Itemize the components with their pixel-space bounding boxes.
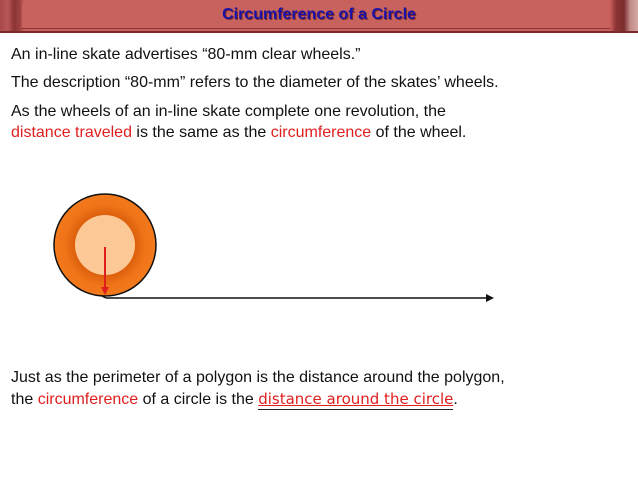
text-segment: is the same as the (131, 124, 271, 141)
text-line-6 (11, 389, 458, 410)
circumference-term: circumference (270, 124, 372, 141)
text-line-5: Just as the perimeter of a polygon is the distance around the polygon, (11, 369, 505, 386)
circumference-term: circumference (37, 391, 139, 408)
text-segment: of a circle is the (138, 391, 259, 408)
text-segment: . (453, 391, 458, 408)
page-title: Circumference of a Circle (222, 6, 416, 23)
distance-traveled-term: distance traveled (11, 124, 132, 141)
text-line-1: An in-line skate advertises “80-mm clear wheels.” (11, 46, 361, 63)
text-segment: of the wheel. (371, 124, 467, 141)
text-line-3: As the wheels of an in-line skate complete one revolution, the (11, 103, 446, 120)
answer-blank: distance around the circle (258, 390, 454, 408)
text-segment: the (11, 391, 38, 408)
text-line-2: The description “80-mm” refers to the diameter of the skates’ wheels. (11, 74, 499, 91)
